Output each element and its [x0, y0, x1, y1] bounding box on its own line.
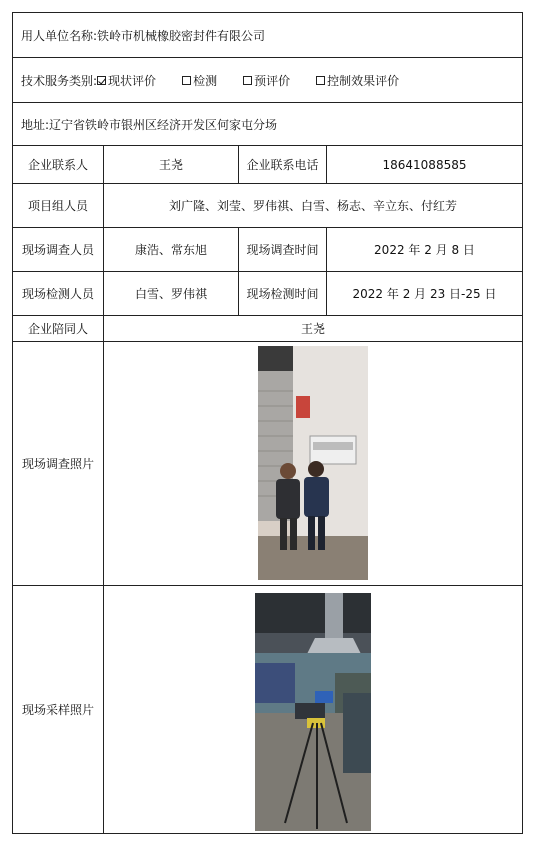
survey-time-label: 现场调查时间 [238, 228, 326, 271]
team-label: 项目组人员 [27, 199, 88, 213]
survey-photo [258, 346, 368, 580]
sample-photo [255, 593, 371, 831]
checkbox-checked-icon[interactable] [97, 76, 106, 85]
unit-label: 用人单位名称: [21, 28, 98, 43]
team-value: 刘广隆、刘莹、罗伟祺、白雪、杨志、辛立东、付红芳 [103, 184, 522, 227]
unit-value: 铁岭市机械橡胶密封件有限公司 [97, 28, 266, 43]
row-contact [13, 146, 522, 184]
option-label: 控制效果评价 [327, 73, 400, 88]
detect-value: 白雪、罗伟祺 [103, 272, 238, 315]
contact-value: 王尧 [103, 146, 238, 183]
row-team [13, 184, 522, 228]
survey-photo-label: 现场调查照片 [21, 457, 94, 471]
option-detection[interactable] [182, 72, 217, 89]
option-pre-evaluation[interactable] [243, 72, 290, 89]
detect-time-value: 2022 年 2 月 23 日-25 日 [326, 272, 522, 315]
option-label: 现状评价 [108, 73, 157, 88]
option-label: 检测 [193, 73, 218, 88]
option-label: 预评价 [254, 73, 291, 88]
row-survey-photo [13, 342, 522, 586]
escort-value: 王尧 [103, 316, 522, 341]
address-label: 地址: [21, 117, 50, 132]
survey-time-value: 2022 年 2 月 8 日 [326, 228, 522, 271]
checkbox-icon[interactable] [243, 76, 252, 85]
phone-label: 企业联系电话 [238, 146, 326, 183]
survey-label: 现场调查人员 [21, 243, 94, 257]
phone-value: 18641088585 [326, 146, 522, 183]
row-address [13, 103, 522, 146]
detect-time-label: 现场检测时间 [238, 272, 326, 315]
row-sample-photo [13, 586, 522, 833]
row-escort [13, 316, 522, 342]
address-value: 辽宁省铁岭市银州区经济开发区何家屯分场 [49, 117, 278, 132]
option-control-effect-evaluation[interactable] [316, 72, 399, 89]
checkbox-icon[interactable] [316, 76, 325, 85]
row-detection [13, 272, 522, 316]
row-service-type [13, 58, 522, 103]
detect-label: 现场检测人员 [21, 287, 94, 301]
record-table [12, 12, 523, 834]
row-unit [13, 13, 522, 58]
service-label: 技术服务类别: [21, 73, 98, 88]
survey-value: 康浩、常东旭 [103, 228, 238, 271]
contact-label: 企业联系人 [27, 158, 88, 172]
sample-photo-label: 现场采样照片 [21, 703, 94, 717]
row-survey [13, 228, 522, 272]
escort-label: 企业陪同人 [27, 322, 88, 336]
option-current-evaluation[interactable] [97, 72, 156, 89]
checkbox-icon[interactable] [182, 76, 191, 85]
